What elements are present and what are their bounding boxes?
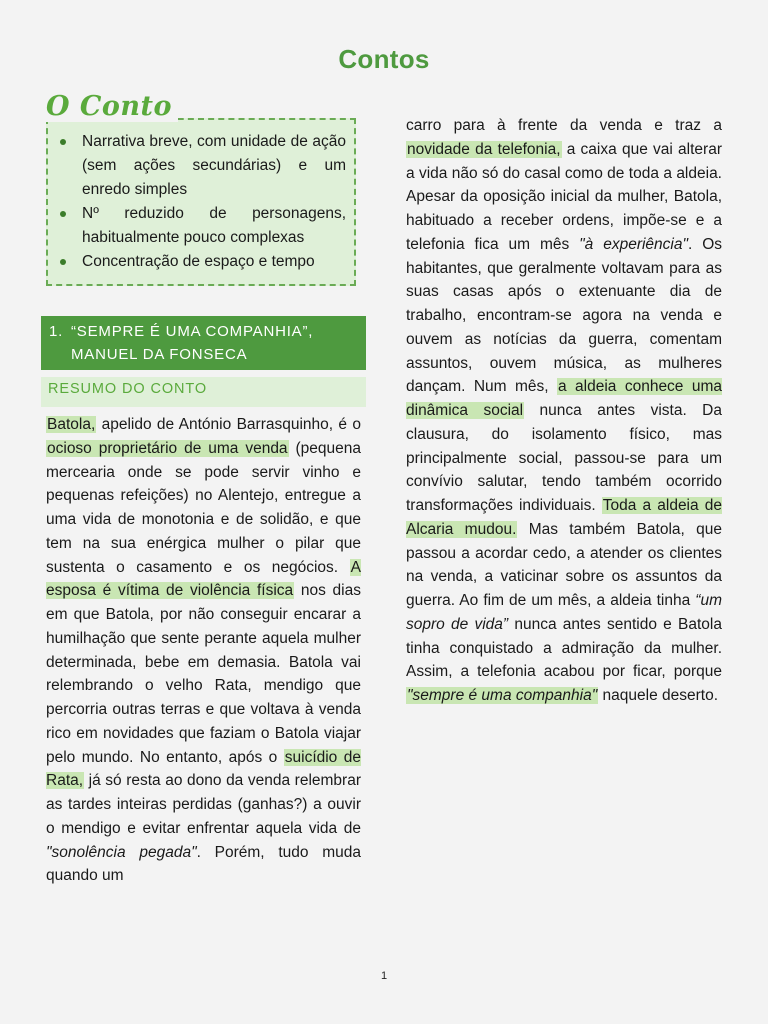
body-text: já só resta ao dono da venda relembrar as tardes inteiras perdidas (ganhas?) a ouvir o mendigo e evitar enfrentar aquela vida de — [46, 772, 361, 837]
section-heading-line1 — [49, 320, 358, 343]
highlight: novidade da telefonia, — [407, 140, 561, 158]
right-column-text — [406, 114, 722, 708]
highlight: A esposa é vítima de violência física — [46, 558, 361, 600]
definition-item: Narrativa breve, com unidade de ação (sem ações secundárias) e um enredo simples — [82, 130, 346, 202]
section-title-line2: MANUEL DA FONSECA — [71, 346, 248, 363]
body-text: Mas também Batola, que passou a acordar cedo, a atender os clientes na venda, a vaticinar sobre os assuntos da guerra. Ao fim de um mês, a aldeia tinha — [406, 520, 722, 609]
highlight: ocioso proprietário de uma venda — [47, 439, 288, 457]
body-text: nunca antes sentido e Batola tinha conquistado a admiração da mulher. Assim, a telefonia acabou por ficar, porque — [406, 615, 722, 681]
body-text: (pequena mercearia onde se pode servir vinho e pequenas refeições) no Alentejo, entregue a uma vida de monotonia e de solidão, e que tem na sua enérgica mulher o pilar que sustenta o casamento e os negócios. — [46, 439, 361, 576]
body-text: nunca antes vista. Da clausura, do isolamento físico, mas principalmente social, passou-se para um convívio salutar, tendo também ocorrido transformações individuais. — [406, 402, 722, 514]
section-heading — [41, 316, 366, 370]
definition-item: Nº reduzido de personagens, habitualmente pouco complexas — [82, 202, 346, 250]
body-text: apelido de António Barrasquinho, é o — [96, 416, 361, 433]
body-text: . Os habitantes, que geralmente voltavam para as suas casas após o extenuante dia de trabalho, encontram-se agora na venda e ouvem as notícias da guerra, comentam assuntos, ouvem música, as mulheres dançam. Num mês, — [406, 235, 723, 396]
page-number: 1 — [380, 970, 388, 982]
definition-list — [48, 120, 354, 274]
body-text: . Porém, tudo muda quando um — [46, 843, 361, 885]
section-title-line1: “SEMPRE É UMA COMPANHIA”, — [71, 323, 314, 340]
highlight: Batola, — [47, 416, 96, 433]
section-number: 1. — [49, 323, 64, 340]
left-column-text — [46, 413, 361, 888]
body-text: nos dias em que Batola, por não conseguir encarar a humilhação que sente perante aquela mulher determinada, bebe em demasia. Batola vai relembrando o velho Rata, mendigo que percorria outras terras e que voltava à venda rico em novidades que faziam o Batola viajar pelo mundo. No entanto, após o — [46, 582, 361, 766]
italic-quote: “um sopro de vida” — [406, 592, 722, 633]
highlight: "sempre é uma companhia" — [407, 687, 598, 704]
italic-quote: "à experiência" — [579, 235, 688, 253]
conto-heading: O Conto — [46, 91, 178, 122]
definition-item: Concentração de espaço e tempo — [82, 250, 346, 274]
italic-quote: "sonolência pegada" — [46, 843, 197, 861]
highlight: a aldeia conhece uma dinâmica social — [406, 378, 722, 419]
definition-box — [46, 118, 356, 286]
body-text: naquele deserto. — [598, 687, 719, 704]
resumo-heading: RESUMO DO CONTO — [41, 377, 366, 407]
page-title: Contos — [338, 44, 430, 74]
highlight: Toda a aldeia de Alcaria mudou. — [406, 497, 722, 538]
body-text: a caixa que vai alterar a vida não só do casal como de toda a aldeia. Apesar da oposição inicial da mulher, Batola, habituado a receber ordens, impõe-se e a telefonia fica um mês — [406, 140, 722, 253]
highlight: suicídio de Rata, — [46, 748, 361, 790]
body-text: carro para à frente da venda e traz a — [406, 117, 722, 134]
